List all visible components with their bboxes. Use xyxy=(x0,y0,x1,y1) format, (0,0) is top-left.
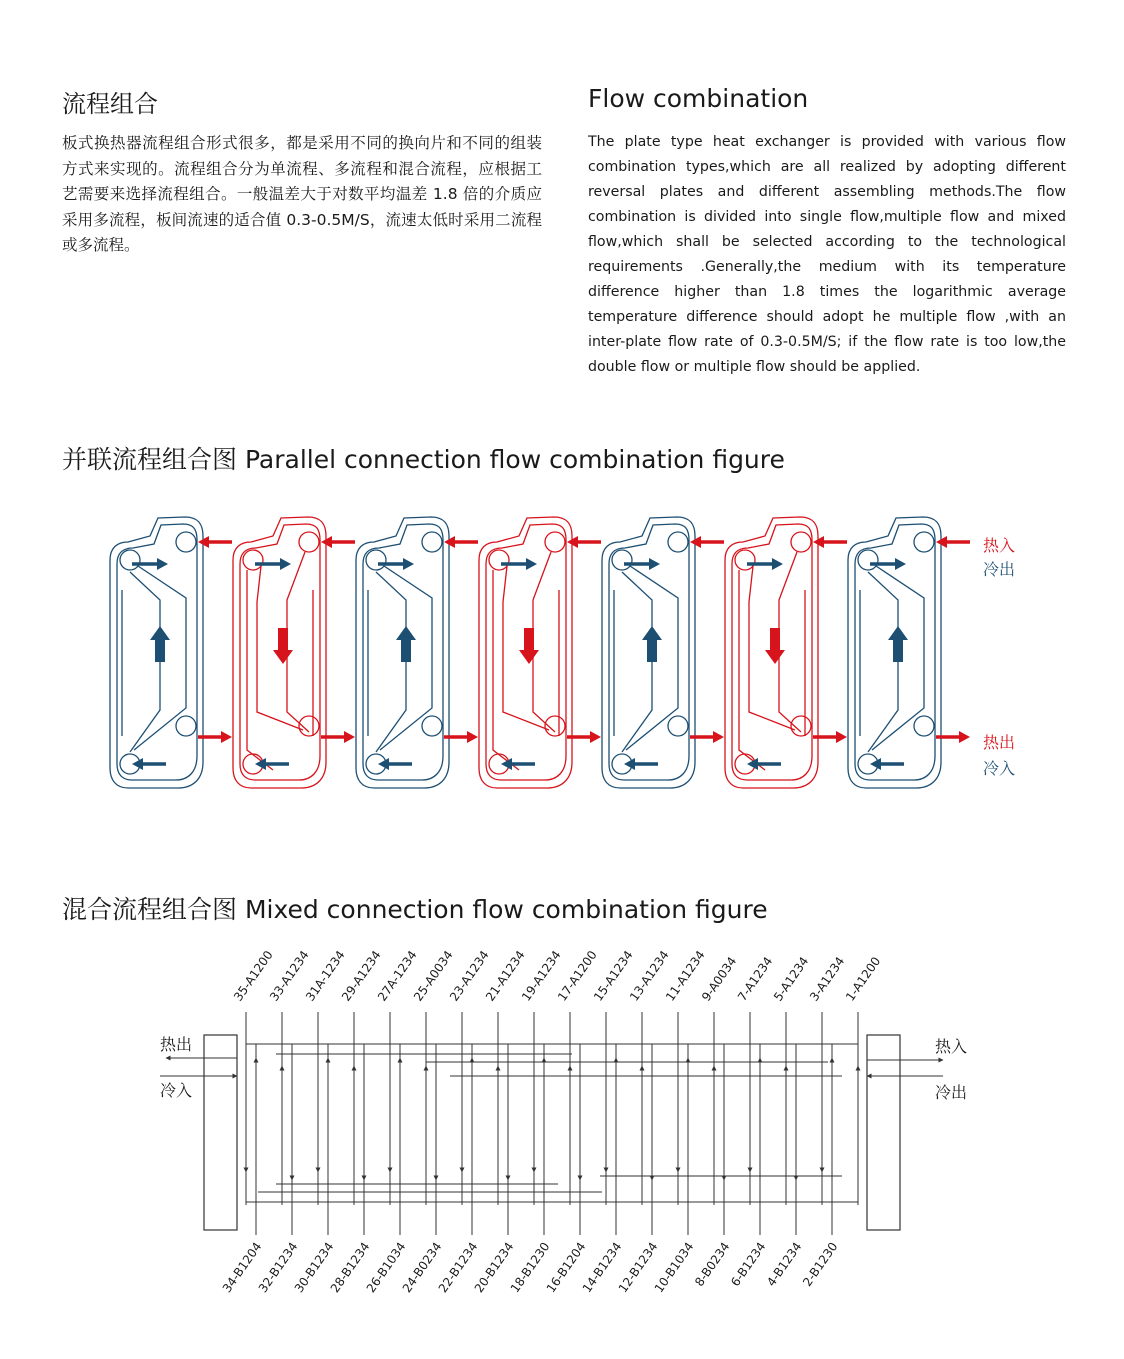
bottom-label-13: 10-B1034 xyxy=(651,1239,697,1296)
arrow-blue-top-7-head xyxy=(895,558,906,570)
plate-1-blue xyxy=(110,517,203,788)
plate-7-blue xyxy=(848,517,941,788)
port-top-right xyxy=(668,532,688,552)
port-top-left xyxy=(735,550,755,570)
legend-cold-out: 冷出 xyxy=(983,560,1016,579)
bottom-label-14: 8-B0234 xyxy=(692,1239,733,1289)
arrow-red-bottom-6-head xyxy=(836,731,847,743)
arrow-blue-top-4-head xyxy=(526,558,537,570)
top-label-10: 17-A1200 xyxy=(554,948,600,1004)
arrow-blue-top-6-head xyxy=(772,558,783,570)
port-top-left xyxy=(612,550,632,570)
parallel-flow-diagram xyxy=(0,500,1124,810)
mixed-flow-diagram xyxy=(0,940,1124,1350)
arrow-blue-top-2-head xyxy=(280,558,291,570)
cn-title: 流程组合 xyxy=(62,90,158,118)
top-label-6: 25-A0034 xyxy=(410,948,456,1004)
port-top-left xyxy=(243,550,263,570)
top-label-1: 35-A1200 xyxy=(230,948,276,1004)
arrow-blue-top-5-head xyxy=(649,558,660,570)
arrow-blue-bottom-5-head xyxy=(624,758,635,770)
arrow-red-bottom-1-head xyxy=(221,731,232,743)
port-bottom-right xyxy=(668,716,688,736)
top-label-14: 9-A0034 xyxy=(698,954,740,1004)
flow-down-arrow xyxy=(519,628,539,664)
port-top-right xyxy=(176,532,196,552)
flow-lines xyxy=(493,552,559,770)
plate-2-red xyxy=(233,517,326,788)
plate-3-blue xyxy=(356,517,449,788)
top-label-18: 1-A1200 xyxy=(842,954,884,1004)
arrow-blue-bottom-1-head xyxy=(132,758,143,770)
top-label-15: 7-A1234 xyxy=(734,954,776,1004)
flow-down-arrow xyxy=(273,628,293,664)
en-paragraph: The plate type heat exchanger is provided with various flow combination types,which are all realized by adopting different reversal plates and different assembling methods.The flow combination is divided into single flow,multiple flow and mixed flow,which shall be selected according to the technological requirements .Generally,the medium with its temperature difference higher than 1.8 times the logarithmic average temperature difference should adopt he multiple flow ,with an inter-plate flow rate of 0.3-0.5M/S; if the flow rate is too low,the double flow or multiple flow should be applied. xyxy=(588,134,1066,375)
port-top-left xyxy=(489,550,509,570)
arrow-red-bottom-5-head xyxy=(713,731,724,743)
top-label-12: 13-A1234 xyxy=(626,948,672,1004)
arrow-red-bottom-2-head xyxy=(344,731,355,743)
bottom-label-9: 18-B1230 xyxy=(507,1239,553,1296)
label-cold-in-left: 冷入 xyxy=(160,1081,193,1100)
port-bottom-right xyxy=(422,716,442,736)
arrow-blue-bottom-7-head xyxy=(870,758,881,770)
top-label-11: 15-A1234 xyxy=(590,948,636,1004)
top-label-17: 3-A1234 xyxy=(806,954,848,1004)
port-top-left xyxy=(120,550,140,570)
arrow-blue-bottom-3-head xyxy=(378,758,389,770)
bottom-label-8: 20-B1234 xyxy=(471,1239,517,1296)
top-label-16: 5-A1234 xyxy=(770,954,812,1004)
arrow-blue-top-3-head xyxy=(403,558,414,570)
label-hot-out-left: 热出 xyxy=(160,1035,193,1054)
bottom-label-6: 24-B0234 xyxy=(399,1239,445,1296)
top-label-2: 33-A1234 xyxy=(266,948,312,1004)
port-bottom-right xyxy=(176,716,196,736)
port-top-right xyxy=(791,532,811,552)
bottom-label-15: 6-B1234 xyxy=(728,1239,769,1289)
bottom-label-3: 30-B1234 xyxy=(291,1239,337,1296)
flow-lines xyxy=(739,552,805,770)
cn-paragraph: 板式换热器流程组合形式很多，都是采用不同的换向片和不同的组装方式来实现的。流程组合分为单流程、多流程和混合流程，应根据工艺需要来选择流程组合。一般温差大于对数平均温差 1.8 倍的介质应采用多流程，板间流速的适合值 0.3-0.5M/S，流速太低时采用二流程或多流程。 xyxy=(62,134,542,254)
port-top-right xyxy=(545,532,565,552)
bottom-label-11: 14-B1234 xyxy=(579,1239,625,1296)
legend-cold-in: 冷入 xyxy=(983,759,1016,778)
arrow-blue-top-1-head xyxy=(157,558,168,570)
bottom-label-4: 28-B1234 xyxy=(327,1239,373,1296)
bottom-label-16: 4-B1234 xyxy=(764,1239,805,1289)
top-label-4: 29-A1234 xyxy=(338,948,384,1004)
plate-4-red xyxy=(479,517,572,788)
flow-up-arrow xyxy=(642,626,662,662)
flow-down-arrow xyxy=(765,628,785,664)
arrow-red-bottom-3-head xyxy=(467,731,478,743)
flow-lines xyxy=(247,552,313,770)
top-label-7: 23-A1234 xyxy=(446,948,492,1004)
top-label-8: 21-A1234 xyxy=(482,948,528,1004)
bottom-label-5: 26-B1034 xyxy=(363,1239,409,1296)
port-top-right xyxy=(422,532,442,552)
arrow-red-bottom-7-head xyxy=(959,731,970,743)
label-cold-out-right: 冷出 xyxy=(935,1083,968,1102)
plate-5-blue xyxy=(602,517,695,788)
bottom-label-7: 22-B1234 xyxy=(435,1239,481,1296)
flow-up-arrow xyxy=(150,626,170,662)
arrow-red-bottom-4-head xyxy=(590,731,601,743)
mixed-section-title: 混合流程组合图 Mixed connection flow combination figure xyxy=(62,895,768,924)
flow-up-arrow xyxy=(396,626,416,662)
top-label-9: 19-A1234 xyxy=(518,948,564,1004)
port-top-left xyxy=(366,550,386,570)
left-end-plate xyxy=(204,1035,237,1230)
bottom-label-2: 32-B1234 xyxy=(255,1239,301,1296)
bottom-label-10: 16-B1204 xyxy=(543,1239,589,1296)
en-title: Flow combination xyxy=(588,84,809,113)
top-label-3: 31A-1234 xyxy=(302,948,348,1004)
port-top-right xyxy=(914,532,934,552)
bottom-label-1: 34-B1204 xyxy=(219,1239,265,1296)
legend-hot-out: 热出 xyxy=(983,733,1016,752)
flow-up-arrow xyxy=(888,626,908,662)
label-hot-in-right: 热入 xyxy=(935,1037,968,1056)
plate-6-red xyxy=(725,517,818,788)
legend-hot-in: 热入 xyxy=(983,536,1016,555)
parallel-section-title: 并联流程组合图 Parallel connection flow combination figure xyxy=(62,445,785,474)
port-bottom-right xyxy=(914,716,934,736)
top-label-5: 27A-1234 xyxy=(374,948,420,1004)
bottom-label-12: 12-B1234 xyxy=(615,1239,661,1296)
top-label-13: 11-A1234 xyxy=(662,948,708,1004)
port-top-right xyxy=(299,532,319,552)
port-top-left xyxy=(858,550,878,570)
right-end-plate xyxy=(867,1035,900,1230)
bottom-label-17: 2-B1230 xyxy=(800,1239,841,1289)
